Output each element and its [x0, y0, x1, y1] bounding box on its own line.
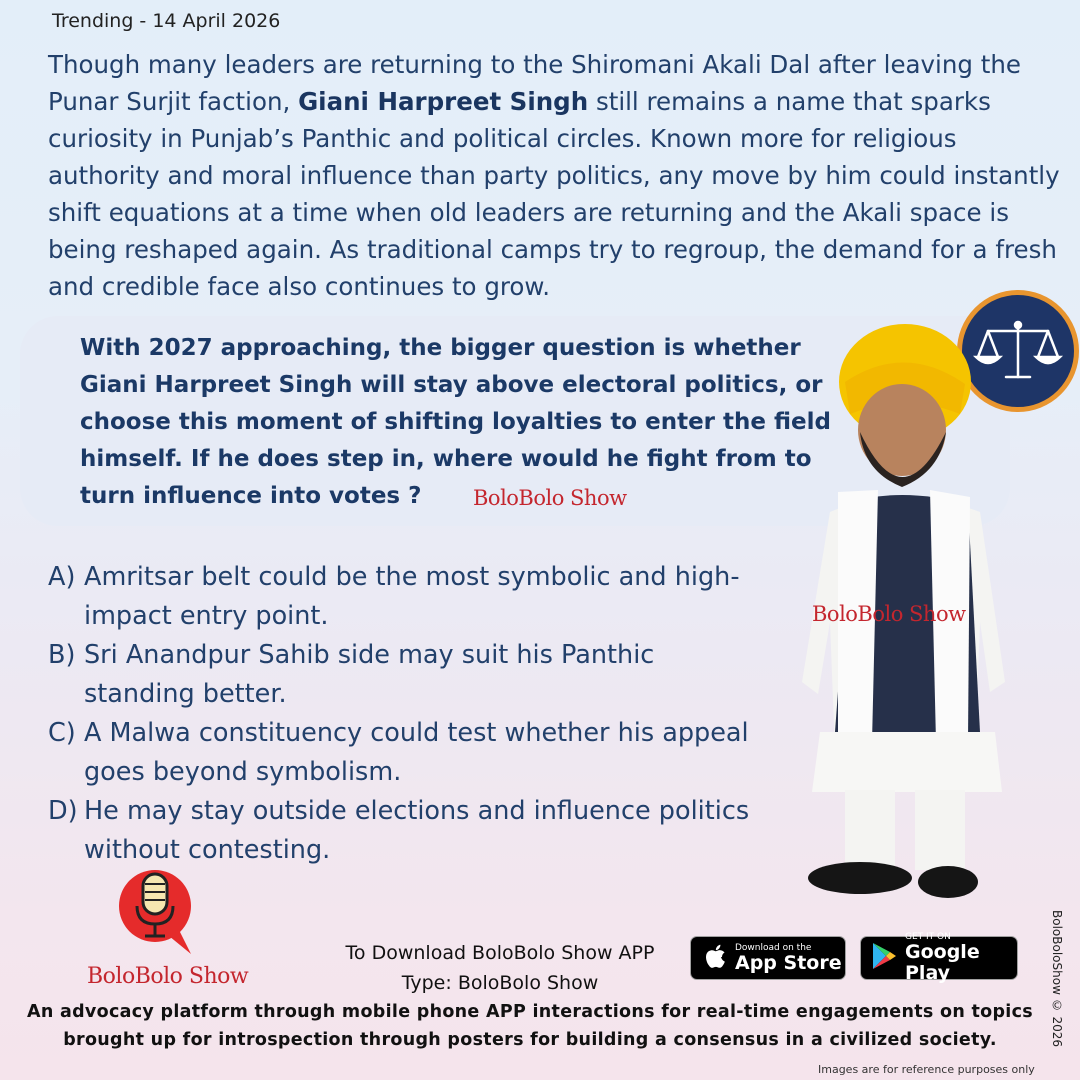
option-b — [48, 636, 768, 714]
option-d — [48, 792, 768, 870]
intro-paragraph — [48, 46, 1068, 305]
download-line-2: Type: BoloBolo Show — [401, 972, 599, 994]
app-store-button[interactable] — [690, 936, 846, 980]
option-c — [48, 714, 768, 792]
download-line-1: To Download BoloBolo Show APP — [345, 942, 655, 964]
option-text: He may stay outside elections and influence politics without contesting. — [84, 796, 750, 865]
trending-date: Trending - 14 April 2026 — [52, 10, 281, 32]
option-text: Sri Anandpur Sahib side may suit his Panthic standing better. — [84, 640, 655, 709]
option-text: Amritsar belt could be the most symbolic and high-impact entry point. — [84, 562, 740, 631]
intro-text-1: Though many leaders are returning to the Shiromani Akali Dal after leaving the Punar Surjit faction, — [48, 50, 1021, 116]
google-play-button[interactable] — [860, 932, 1018, 984]
option-letter: D) — [48, 796, 78, 826]
option-text: A Malwa constituency could test whether his appeal goes beyond symbolism. — [84, 718, 749, 787]
google-play-icon — [871, 942, 897, 974]
option-letter: B) — [48, 640, 76, 670]
google-play-label: Google Play — [905, 941, 980, 984]
brand-logo-text: BoloBolo Show — [87, 964, 249, 989]
tagline: An advocacy platform through mobile phone APP interactions for real-time engagements on topics brought up for introspection through posters for building a consensus in a civilized society. — [26, 1002, 1033, 1050]
microphone-icon — [115, 862, 201, 962]
option-letter: C) — [48, 718, 76, 748]
watermark: BoloBolo Show — [473, 486, 627, 510]
app-store-label: App Store — [735, 951, 842, 974]
app-store-small-text: Download on the — [735, 942, 812, 953]
google-play-small-text: GET IT ON — [905, 932, 951, 942]
download-instructions — [320, 938, 680, 998]
option-letter: A) — [48, 562, 76, 592]
apple-icon — [703, 942, 727, 974]
copyright: BoloBoloShow © 2026 — [1050, 910, 1064, 1048]
intro-highlight-name: Giani Harpreet Singh — [298, 87, 589, 116]
options-list — [48, 558, 768, 870]
disclaimer: Images are for reference purposes only — [818, 1063, 1035, 1076]
watermark-overlay: BoloBolo Show — [812, 602, 966, 626]
intro-text-2: still remains a name that sparks curiosity in Punjab’s Panthic and political circles. Known more for religious authority and moral influence than party politics, any move by him could instantly shift equations at a time when old leaders are returning and the Akali space is being reshaped again. As traditional camps try to regroup, the demand for a fresh and credible face also continues to grow. — [48, 87, 1060, 301]
question-text: With 2027 approaching, the bigger question is whether Giani Harpreet Singh will stay above electoral politics, or choose this moment of shifting loyalties to enter the field himself. If he does step in, where would he fight from to turn influence into votes ? — [80, 335, 832, 509]
option-a — [48, 558, 768, 636]
